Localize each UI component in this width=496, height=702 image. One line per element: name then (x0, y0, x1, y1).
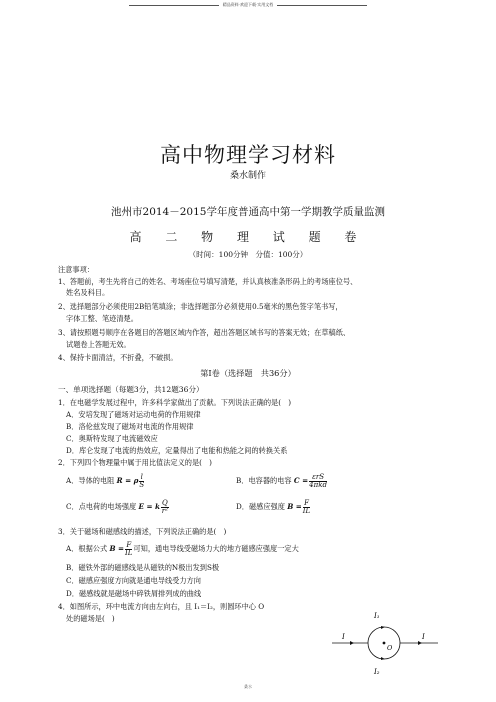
note-line: 3、请按照题号顺序在各题目的答题区域内作答，超出答题区域书写的答案无效；在草稿纸、 (58, 328, 351, 337)
fraction-denominator: r² (161, 506, 168, 515)
q2-option-c-label: C．点电荷的电场强度 (66, 502, 137, 511)
q2-option-c (66, 498, 170, 516)
page-header (0, 2, 496, 8)
note-line: 试题卷上答题无效。 (66, 340, 131, 349)
q2-option-b (236, 472, 328, 490)
exam-title: 池州市2014－2015学年度普通高中第一学期教学质量监测 (111, 206, 385, 218)
q2-option-a-lhs: R = ρ (116, 476, 139, 485)
q3-option-a-pre: A．根据公式 (66, 544, 108, 553)
page-footer: 桑水 (244, 684, 252, 689)
q1-stem: 1．在电磁学发展过程中，许多科学家做出了贡献。下列说法正确的是( ) (58, 398, 291, 407)
q3-option-a-fraction (125, 542, 132, 557)
fraction-numerator: l (140, 472, 143, 481)
document-title: 高中物理学习材料 (160, 143, 336, 167)
section-title: 第Ⅰ卷（选择题 共36分） (200, 368, 296, 378)
label-i-left: I (342, 633, 345, 641)
q2-option-d-label: D．磁感应强度 (236, 502, 285, 511)
fraction-denominator: IL (125, 548, 133, 557)
q1-option-a: A．安培发现了磁场对运动电荷的作用规律 (66, 410, 201, 419)
q2-option-a-fraction (139, 474, 144, 489)
note-line: 字体工整、笔迹清楚。 (66, 314, 138, 323)
q2-option-b-fraction (309, 474, 327, 489)
q3-option-a-post: 可知，通电导线受磁场力大的地方磁感应强度一定大 (133, 544, 299, 553)
q4-stem-line2: 处的磁场是( ) (66, 614, 115, 623)
q2-stem: 2．下列四个物理量中属于用比值法定义的是( ) (58, 458, 212, 467)
label-i1: I₁ (374, 612, 380, 620)
note-line: 姓名及科目。 (66, 288, 110, 297)
q2-option-d-lhs: B = (287, 502, 302, 511)
document-author: 桑水制作 (229, 171, 266, 181)
center-dot (383, 642, 386, 645)
q2-option-c-fraction (161, 500, 169, 515)
q2-option-b-label: B．电容器的电容 (236, 476, 292, 485)
header-rule-left (129, 5, 219, 6)
arrow-bottom-icon (381, 657, 385, 660)
q1-option-c: C．奥斯特发现了电流磁效应 (66, 434, 158, 443)
q1-option-d: D．库仑发现了电流的热效应，定量得出了电能和热能之间的转换关系 (66, 446, 288, 455)
q2-option-d (236, 498, 311, 516)
arrow-top-icon (381, 626, 385, 629)
q4-stem-line1: 4．如图所示，环中电流方向由左向右，且 I₁＝I₂，则圆环中心 O (58, 602, 265, 611)
q2-option-a-label: A．导体的电阻 (66, 476, 115, 485)
fraction-denominator: S (139, 480, 145, 489)
q3-stem: 3．关于磁场和磁感线的描述，下列说法正确的是( ) (58, 527, 227, 536)
note-line: 4、保持卡面清洁，不折叠，不破损。 (58, 353, 178, 362)
q3-option-d: D．磁感线就是磁场中碎铁屑排列成的曲线 (66, 589, 202, 598)
time-info: （时间：100分钟 分值：100分） (188, 250, 308, 259)
header-rule-right (277, 5, 367, 6)
q2-option-c-lhs: E = k (138, 502, 160, 511)
fraction-numerator: F (126, 540, 132, 549)
label-o: O (387, 644, 393, 652)
q3-option-b: B．磁铁外部的磁感线是从磁铁的N极出发到S极 (66, 563, 220, 572)
q3-option-a-lhs: B = (109, 544, 125, 553)
fraction-numerator: F (304, 498, 309, 507)
notes-heading: 注意事项： (58, 265, 94, 274)
label-i-right: I (422, 633, 425, 641)
note-line: 1、答题前，考生先将自己的姓名、考场座位号填写清楚，并认真核准条形码上的考场座位号、 (58, 277, 358, 286)
fraction-numerator: εrS (309, 474, 327, 482)
label-i2: I₂ (374, 668, 380, 676)
q2-option-a (66, 472, 145, 490)
part-title: 一、单项选择题（每题3分，共12题36分） (58, 385, 204, 394)
q2-option-b-lhs: C = (293, 476, 309, 485)
q3-option-a (66, 540, 299, 558)
q2-option-d-fraction (303, 500, 310, 515)
q3-option-c: C．磁感应强度方向就是通电导线受力方向 (66, 576, 201, 585)
note-line: 2、选择题部分必须使用2B铅笔填涂；非选择题部分必须使用0.5毫米的黑色签字笔书写， (58, 302, 343, 311)
fraction-denominator: IL (302, 506, 311, 515)
arrow-left-wire-icon (350, 641, 354, 645)
fraction-numerator: Q (162, 498, 168, 507)
q1-option-b: B．洛伦兹发现了磁场对电流的作用规律 (66, 422, 194, 431)
fraction-denominator: 4πkd (309, 480, 327, 489)
header-text: 精品资料·欢迎下载·实用文档 (222, 2, 274, 7)
arrow-right-wire-icon (418, 641, 422, 645)
subject-title: 高 二 物 理 试 题 卷 (129, 230, 367, 244)
